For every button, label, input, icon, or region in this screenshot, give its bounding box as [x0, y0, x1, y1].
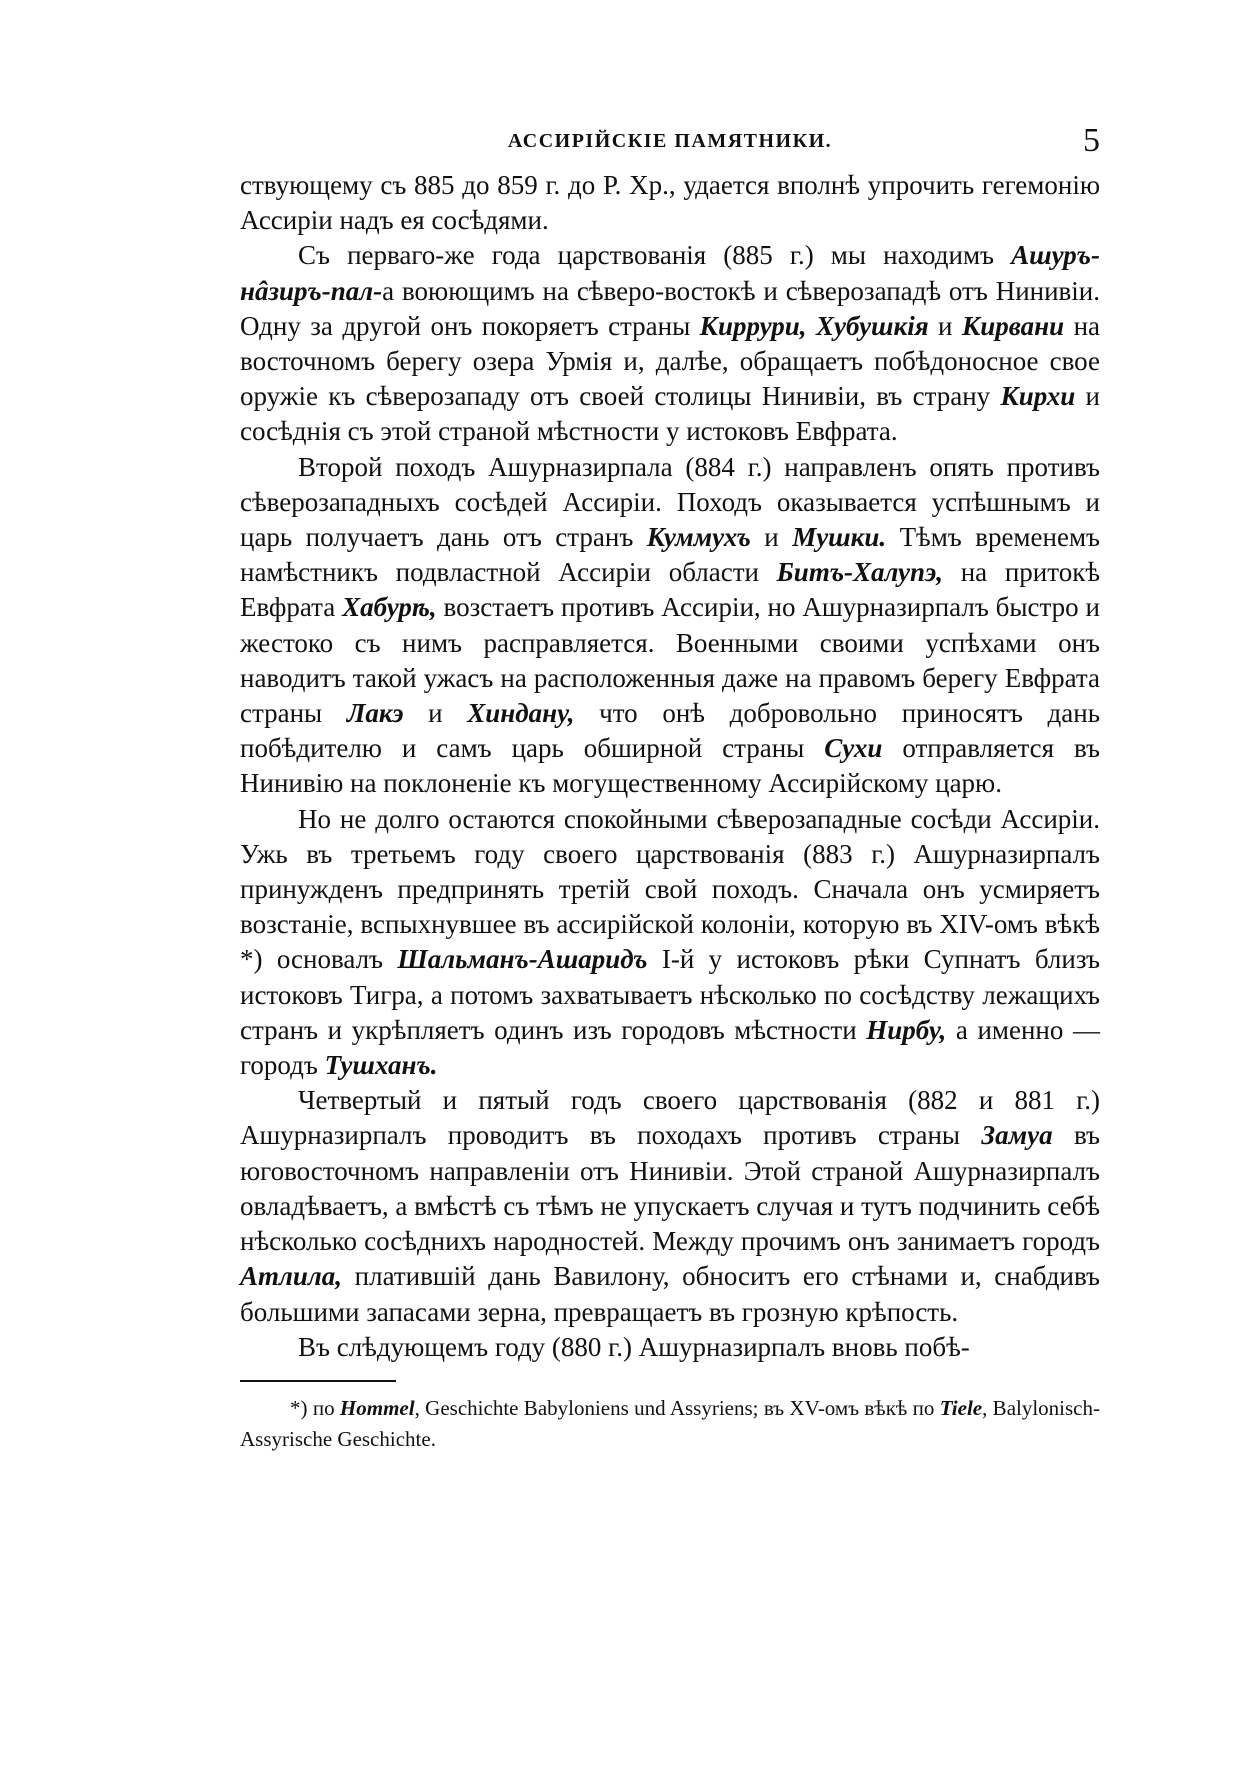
text-run: и	[750, 522, 793, 553]
proper-name: Сухи	[824, 733, 883, 764]
paragraph	[240, 168, 1100, 238]
text-run: на притокѣ Евфрата	[240, 557, 1100, 623]
proper-name: Лакэ	[346, 698, 404, 729]
text-run: отправляется въ Нинивію на поклоненіе къ могущественному Ассирійскому царю.	[240, 733, 1100, 799]
author-name: Tiele	[939, 1396, 983, 1420]
paragraph	[240, 1083, 1100, 1329]
author-name: Hommel	[339, 1396, 415, 1420]
proper-name: Куммухъ	[646, 522, 751, 553]
paragraph	[240, 1330, 1100, 1365]
text-run: I-й у истоковъ рѣки Супнатъ близъ истоковъ Тигра, а потомъ захватываетъ нѣсколько по сосѣдству лежащихъ странъ и укрѣпляетъ одинъ изъ городовъ мѣстности	[240, 944, 1100, 1045]
paragraph	[240, 450, 1100, 802]
proper-name: Киррури, Хубушкія	[699, 310, 929, 341]
text-run: на восточномъ берегу озера Урмія и, далѣе, обращаетъ побѣдоносное свое оружіе къ сѣверозападу отъ своей столицы Нинивіи, въ страну	[240, 310, 1101, 412]
footnote-divider	[240, 1380, 396, 1382]
text-run: и	[928, 310, 962, 341]
text-run: Съ перваго-же года царствованія (885 г.) мы находимъ	[298, 240, 1012, 271]
proper-name: Шальманъ-Ашаридъ	[397, 944, 648, 975]
proper-name: Замуа	[981, 1120, 1053, 1151]
proper-name: Ашуръ-нâзиръ-пал-	[240, 240, 1100, 306]
proper-name: Битъ-Халупэ,	[776, 557, 944, 588]
proper-name: Хабурѣ,	[342, 592, 437, 623]
footnote	[240, 1393, 1100, 1455]
running-title: АССИРІЙСКІЕ ПАМЯТНИКИ.	[507, 130, 833, 152]
main-text	[240, 168, 1100, 1365]
text-run: и сосѣднія съ этой страной мѣстности у истоковъ Евфрата.	[240, 381, 1101, 447]
proper-name: Хиндану,	[467, 698, 575, 729]
text-run: возстаетъ противъ Ассиріи, но Ашурназирпалъ быстро и жестоко съ нимъ расправляется. Военными своими успѣхами онъ наводитъ такой ужасъ на расположенныя даже на правомъ берегу Евфрата страны	[240, 592, 1100, 729]
text-run: , Balylonisch-Assyrische Geschichte.	[240, 1396, 1100, 1451]
paragraph	[240, 802, 1100, 1084]
text-run: Въ слѣдующемъ году (880 г.) Ашурназирпалъ вновь побѣ-	[298, 1331, 970, 1362]
page-number: 5	[1083, 122, 1100, 159]
page-header	[240, 122, 1100, 162]
text-run: а именно — городъ	[240, 1014, 1100, 1081]
footnote-text	[240, 1393, 1100, 1455]
proper-name: Кирхи	[1000, 381, 1076, 412]
text-run: въ юговосточномъ направленіи отъ Нинивіи. Этой страной Ашурназирпалъ овладѣваетъ, а вмѣстѣ съ тѣмъ не упускаетъ случая и тутъ подчинить себѣ нѣсколько сосѣднихъ народностей. Между прочимъ онъ занимаетъ городъ	[240, 1120, 1100, 1257]
text-run: а воюющимъ на сѣверо-востокѣ и сѣверозападѣ отъ Нинивіи. Одну за другой онъ покоряетъ страны	[240, 275, 1100, 341]
proper-name: Кирвани	[961, 310, 1065, 341]
proper-name: Атлила,	[240, 1261, 342, 1292]
text-run: , Geschichte Babyloniens und Assyriens; въ XV-омъ вѣкѣ по	[414, 1396, 940, 1420]
proper-name: Мушки.	[792, 522, 887, 553]
text-run: что онѣ добровольно приносятъ дань побѣдителю и самъ царь обширной страны	[240, 698, 1101, 764]
paragraph	[240, 238, 1100, 449]
proper-name: Нирбу,	[866, 1014, 947, 1045]
text-run: и	[403, 698, 468, 729]
text-run: ствующему съ 885 до 859 г. до Р. Хр., удается вполнѣ упрочить гегемонію Ассиріи надъ ея сосѣдями.	[240, 170, 1100, 236]
text-run: Тѣмъ временемъ намѣстникъ подвластной Ассиріи области	[240, 522, 1100, 588]
proper-name: Тушханъ.	[324, 1050, 438, 1081]
text-run: Четвертый и пятый годъ своего царствованія (882 и 881 г.) Ашурназирпалъ проводитъ въ походахъ противъ страны	[240, 1085, 1100, 1151]
text-run: платившій дань Вавилону, обноситъ его стѣнами и, снабдивъ большими запасами зерна, превращаетъ въ грозную крѣпость.	[240, 1261, 1100, 1327]
text-run: Второй походъ Ашурназирпала (884 г.) направленъ опять противъ сѣверозападныхъ сосѣдей Ассиріи. Походъ оказывается успѣшнымъ и царь получаетъ дань отъ странъ	[240, 451, 1100, 553]
text-run: *) по	[290, 1396, 340, 1420]
text-run: Но не долго остаются спокойными сѣверозападные сосѣди Ассиріи. Ужь въ третьемъ году своего царствованія (883 г.) Ашурназирпалъ принужденъ предпринять третій свой походъ. Сначала онъ усмиряетъ возстаніе, вспыхнувшее въ ассирійской колоніи, которую въ XIV-омъ вѣкѣ *) основалъ	[240, 803, 1100, 975]
